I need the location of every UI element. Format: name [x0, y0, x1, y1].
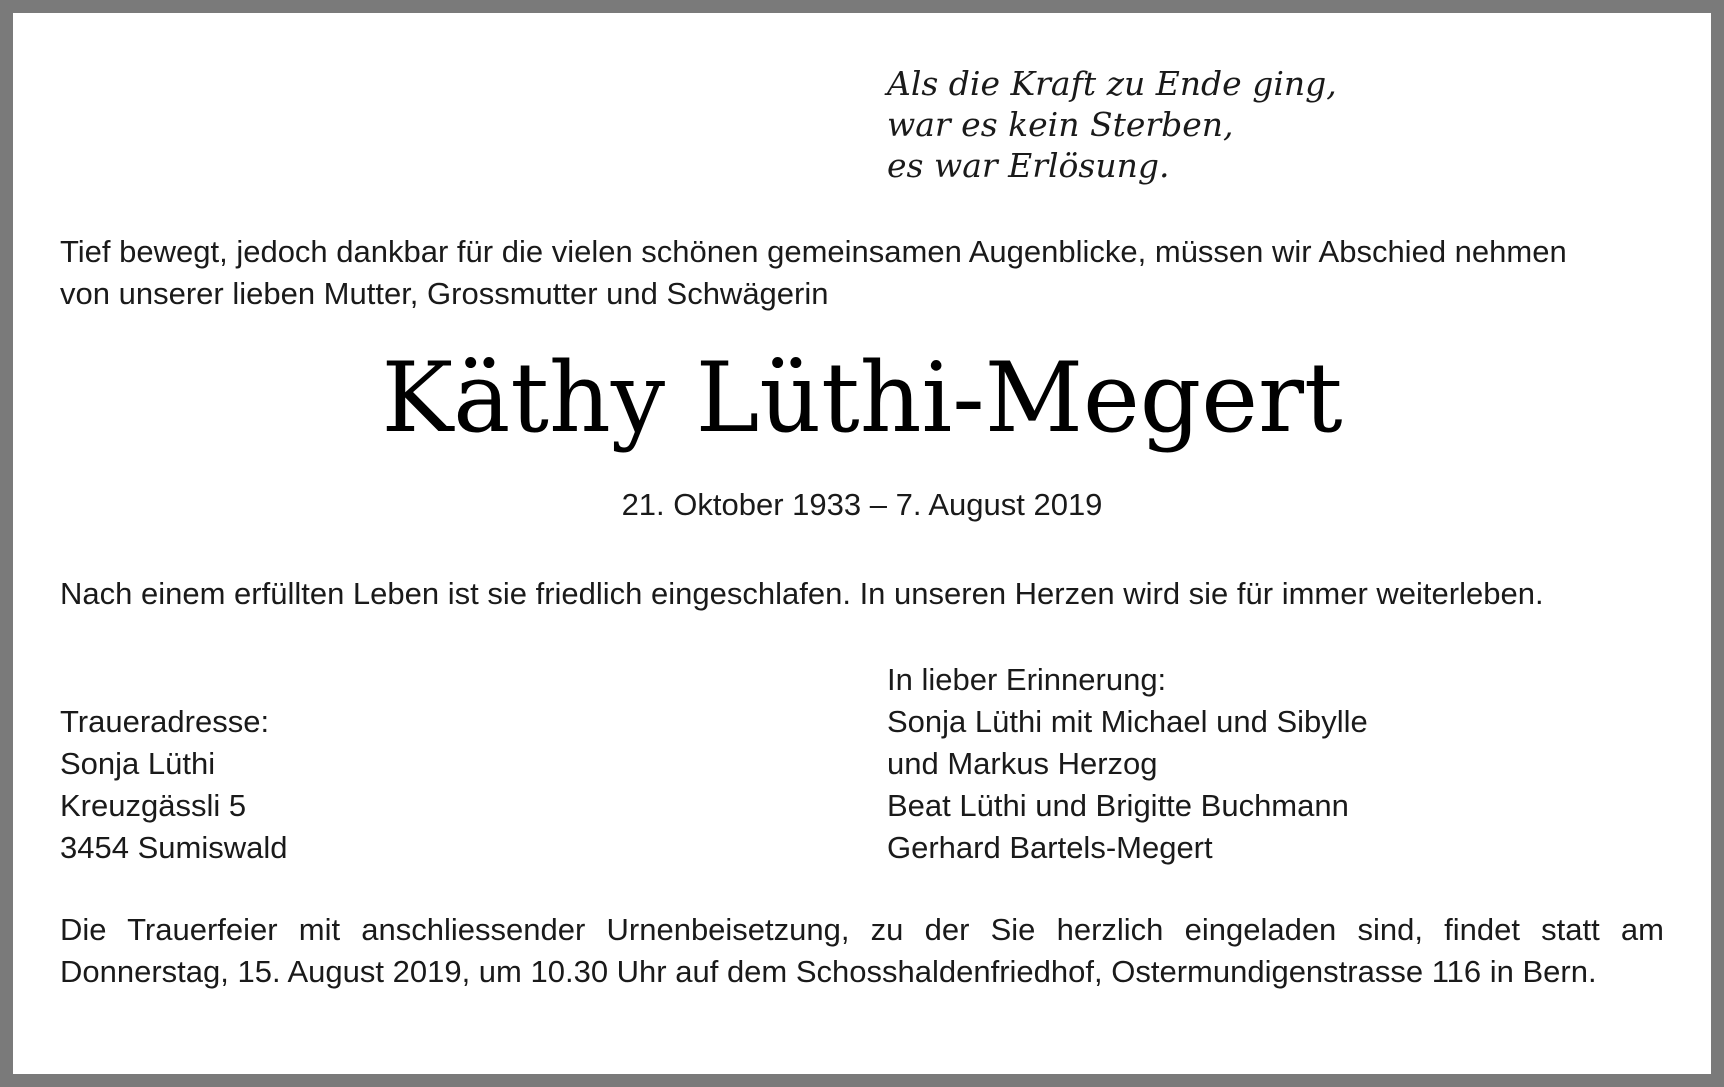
- signatory-line: Gerhard Bartels-Megert: [887, 830, 1213, 865]
- address-line: 3454 Sumiswald: [60, 830, 288, 865]
- motto-line: es war Erlösung.: [887, 146, 1170, 185]
- signatory-line: und Markus Herzog: [887, 746, 1158, 781]
- address-line: Kreuzgässli 5: [60, 788, 247, 823]
- deceased-name: Käthy Lüthi-Megert: [381, 342, 1343, 454]
- motto-verse: [887, 63, 1337, 186]
- memory-heading: In lieber Erinnerung:: [887, 662, 1167, 697]
- motto-line: Als die Kraft zu Ende ging,: [887, 64, 1337, 103]
- ceremony-info: Die Trauerfeier mit anschliessender Urnenbeisetzung, zu der Sie herzlich eingeladen sind, findet statt am Donnerstag, 15. August 2019, um 10.30 Uhr auf dem Schosshaldenfriedhof, Ostermundigenstrasse 116 in Bern.: [60, 912, 1664, 989]
- obituary-notice: [13, 13, 1711, 1074]
- signatory-line: Beat Lüthi und Brigitte Buchmann: [887, 788, 1349, 823]
- motto-line: war es kein Sterben,: [887, 105, 1234, 144]
- intro-line: Tief bewegt, jedoch dankbar für die vielen schönen gemeinsamen Augenblicke, müssen wir Abschied nehmen: [60, 234, 1567, 269]
- closing-text: Nach einem erfüllten Leben ist sie friedlich eingeschlafen. In unseren Herzen wird sie für immer weiterleben.: [60, 576, 1544, 611]
- mourning-address: [60, 701, 287, 869]
- memory-signatories: [887, 659, 1368, 869]
- address-heading: Traueradresse:: [60, 704, 270, 739]
- intro-line: von unserer lieben Mutter, Grossmutter und Schwägerin: [60, 276, 829, 311]
- life-dates: 21. Oktober 1933 – 7. August 2019: [621, 487, 1103, 522]
- address-line: Sonja Lüthi: [60, 746, 216, 781]
- intro-text: [60, 231, 1567, 315]
- signatory-line: Sonja Lüthi mit Michael und Sibylle: [887, 704, 1368, 739]
